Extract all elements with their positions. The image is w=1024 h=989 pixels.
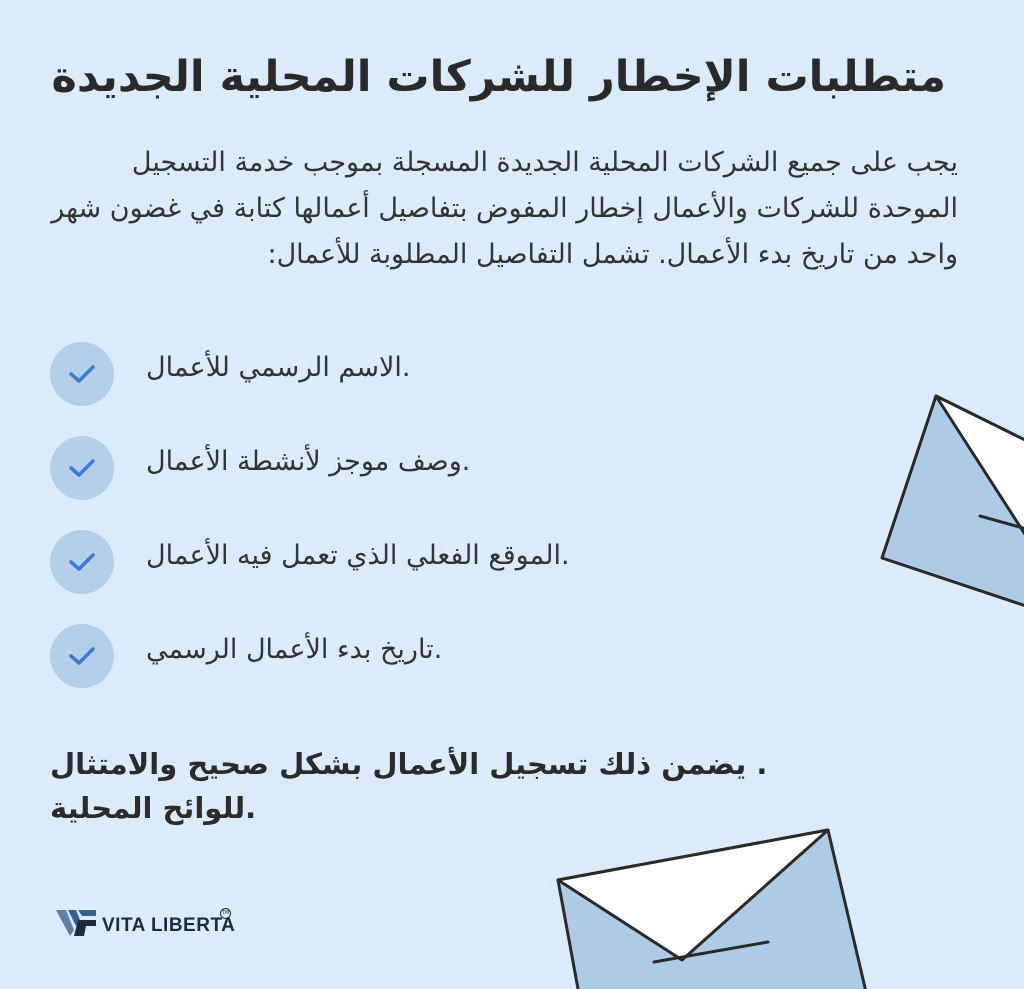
list-item [50, 530, 750, 594]
check-icon [50, 342, 114, 406]
closing-line-1: يضمن ذلك تسجيل الأعمال بشكل صحيح والامتثال . [50, 747, 768, 781]
brand-logo [56, 906, 276, 940]
list-item-text: الاسم الرسمي للأعمال. [146, 352, 411, 383]
vita-liberta-logo [56, 908, 96, 938]
check-icon [50, 436, 114, 500]
check-icon [50, 624, 114, 688]
list-item-text: الموقع الفعلي الذي تعمل فيه الأعمال. [146, 540, 570, 571]
list-item-text: تاريخ بدء الأعمال الرسمي. [146, 634, 443, 665]
envelope-icon [554, 826, 870, 989]
check-icon [50, 530, 114, 594]
list-item-text: وصف موجز لأنشطة الأعمال. [146, 446, 471, 477]
envelope-icon [880, 392, 1024, 612]
intro-paragraph: يجب على جميع الشركات المحلية الجديدة المسجلة بموجب خدمة التسجيل الموحدة للشركات والأعمال إخطار المفوض بتفاصيل أعمالها كتابة في غضون شهر واحد من تاريخ بدء الأعمال. تشمل التفاصيل المطلوبة للأعمال: [51, 147, 958, 270]
closing-line-2: للوائح المحلية. [50, 791, 257, 825]
trademark-mark: TM [220, 908, 231, 919]
closing-statement [50, 742, 850, 830]
list-item [50, 624, 750, 688]
page-title: متطلبات الإخطار للشركات المحلية الجديدة [51, 52, 946, 102]
list-item [50, 436, 750, 500]
list-item [50, 342, 750, 406]
brand-name: VITA LIBERTA [102, 915, 236, 936]
